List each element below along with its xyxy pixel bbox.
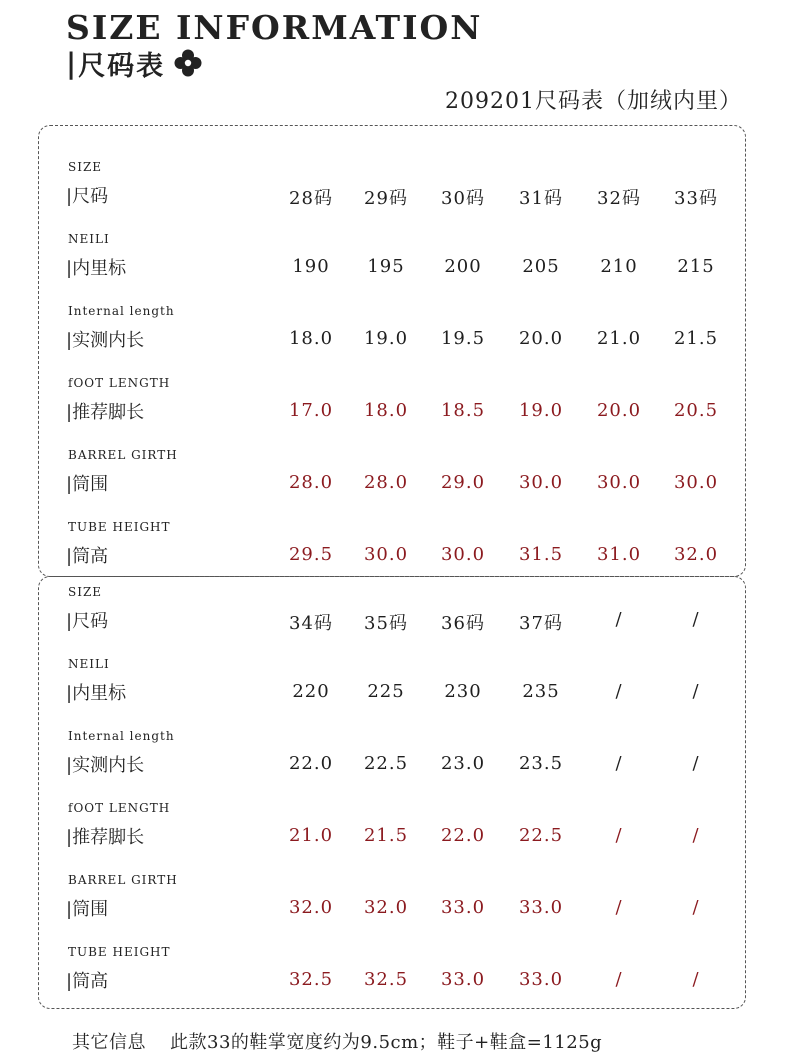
table-row: [39, 160, 745, 216]
row-label-chinese: |实测内长: [66, 755, 145, 776]
row-label-chinese: |筒高: [66, 546, 109, 567]
table-row: [39, 945, 745, 1001]
table-cell: 28.0: [288, 472, 334, 493]
row-label-english: NEILI: [68, 657, 110, 671]
table-cell: 33.0: [440, 969, 486, 990]
table-cell: 31码: [519, 188, 563, 209]
row-label-chinese: |推荐脚长: [66, 827, 145, 848]
table-cell: 21.0: [596, 328, 642, 349]
row-label-chinese: |实测内长: [66, 330, 145, 351]
title-bar-mark: |: [66, 46, 77, 80]
four-petal-flower-icon: [173, 48, 203, 78]
table-cell: 31.5: [518, 544, 564, 565]
table-cell: 17.0: [288, 400, 334, 421]
table-cell: 200: [444, 256, 482, 277]
row-label-chinese: |内里标: [66, 683, 127, 704]
table-cell: 29.0: [440, 472, 486, 493]
row-label-chinese: |筒围: [66, 474, 109, 495]
row-label-chinese: |尺码: [66, 186, 109, 207]
table-row: [39, 448, 745, 504]
table-row: [39, 729, 745, 785]
table-cell: 22.5: [518, 825, 564, 846]
table-cell: 20.0: [518, 328, 564, 349]
table-cell: /: [692, 681, 700, 702]
table-cell: 28.0: [363, 472, 409, 493]
row-label-chinese: |筒围: [66, 899, 109, 920]
row-label-english: NEILI: [68, 232, 110, 246]
table-cell: 32.5: [288, 969, 334, 990]
size-table-panel-2: [38, 576, 746, 1009]
row-label-english: BARREL GIRTH: [68, 873, 178, 887]
table-cell: 22.0: [288, 753, 334, 774]
table-cell: 19.0: [363, 328, 409, 349]
table-cell: 32.0: [363, 897, 409, 918]
table-cell: 18.0: [288, 328, 334, 349]
table-cell: 22.5: [363, 753, 409, 774]
table-cell: 23.5: [518, 753, 564, 774]
table-cell: /: [692, 969, 700, 990]
table-cell: /: [615, 969, 623, 990]
table-cell: 20.0: [596, 400, 642, 421]
table-cell: 33.0: [518, 969, 564, 990]
row-label-english: TUBE HEIGHT: [68, 520, 171, 534]
table-subtitle: 209201尺码表（加绒内里）: [445, 89, 742, 114]
table-cell: 30.0: [440, 544, 486, 565]
table-cell: 225: [367, 681, 405, 702]
table-cell: 21.5: [673, 328, 719, 349]
table-row: [39, 376, 745, 432]
table-cell: 32.5: [363, 969, 409, 990]
table-cell: 210: [600, 256, 638, 277]
table-cell: 33.0: [440, 897, 486, 918]
table-cell: 195: [367, 256, 405, 277]
table-cell: /: [692, 897, 700, 918]
table-cell: 28码: [289, 188, 333, 209]
table-cell: /: [615, 609, 623, 630]
footer-label: 其它信息: [72, 1032, 146, 1053]
table-cell: /: [615, 897, 623, 918]
row-label-chinese: |内里标: [66, 258, 127, 279]
table-cell: 34码: [289, 613, 333, 634]
table-row: [39, 585, 745, 641]
row-label-english: TUBE HEIGHT: [68, 945, 171, 959]
row-label-chinese: |推荐脚长: [66, 402, 145, 423]
table-cell: /: [615, 681, 623, 702]
table-row: [39, 232, 745, 288]
row-label-english: Internal length: [68, 729, 175, 743]
table-cell: 30.0: [363, 544, 409, 565]
table-cell: 20.5: [673, 400, 719, 421]
table-row: [39, 520, 745, 576]
table-cell: 33码: [674, 188, 718, 209]
table-cell: 32.0: [673, 544, 719, 565]
size-table-panel-1: [38, 125, 746, 577]
table-cell: 29码: [364, 188, 408, 209]
page-title-chinese: [66, 46, 203, 80]
page-title-english: SIZE INFORMATION: [66, 8, 483, 47]
table-cell: 30.0: [518, 472, 564, 493]
table-cell: 215: [677, 256, 715, 277]
table-cell: 30.0: [673, 472, 719, 493]
row-label-english: SIZE: [68, 160, 103, 174]
footer-note: [72, 1028, 602, 1054]
table-cell: /: [692, 825, 700, 846]
title-chinese-text: 尺码表: [78, 50, 166, 82]
table-cell: 190: [292, 256, 330, 277]
table-cell: 37码: [519, 613, 563, 634]
footer-text: 此款33的鞋掌宽度约为9.5cm；鞋子+鞋盒=1125g: [170, 1032, 603, 1053]
table-row: [39, 801, 745, 857]
row-label-english: BARREL GIRTH: [68, 448, 178, 462]
table-row: [39, 873, 745, 929]
table-cell: 19.5: [440, 328, 486, 349]
table-row: [39, 657, 745, 713]
table-cell: 29.5: [288, 544, 334, 565]
table-cell: 23.0: [440, 753, 486, 774]
table-cell: 32码: [597, 188, 641, 209]
table-cell: /: [615, 753, 623, 774]
table-cell: 235: [522, 681, 560, 702]
table-cell: 22.0: [440, 825, 486, 846]
table-cell: 36码: [441, 613, 485, 634]
table-cell: 205: [522, 256, 560, 277]
table-cell: /: [615, 825, 623, 846]
table-cell: 30码: [441, 188, 485, 209]
table-cell: 31.0: [596, 544, 642, 565]
table-cell: 21.0: [288, 825, 334, 846]
table-cell: 33.0: [518, 897, 564, 918]
row-label-english: fOOT LENGTH: [68, 376, 171, 390]
row-label-english: Internal length: [68, 304, 175, 318]
row-label-english: fOOT LENGTH: [68, 801, 171, 815]
table-cell: 35码: [364, 613, 408, 634]
table-cell: 220: [292, 681, 330, 702]
table-cell: 18.0: [363, 400, 409, 421]
row-label-english: SIZE: [68, 585, 103, 599]
table-cell: /: [692, 753, 700, 774]
table-cell: 230: [444, 681, 482, 702]
table-cell: /: [692, 609, 700, 630]
table-cell: 21.5: [363, 825, 409, 846]
row-label-chinese: |筒高: [66, 971, 109, 992]
table-cell: 32.0: [288, 897, 334, 918]
table-cell: 30.0: [596, 472, 642, 493]
table-row: [39, 304, 745, 360]
table-cell: 19.0: [518, 400, 564, 421]
row-label-chinese: |尺码: [66, 611, 109, 632]
table-cell: 18.5: [440, 400, 486, 421]
